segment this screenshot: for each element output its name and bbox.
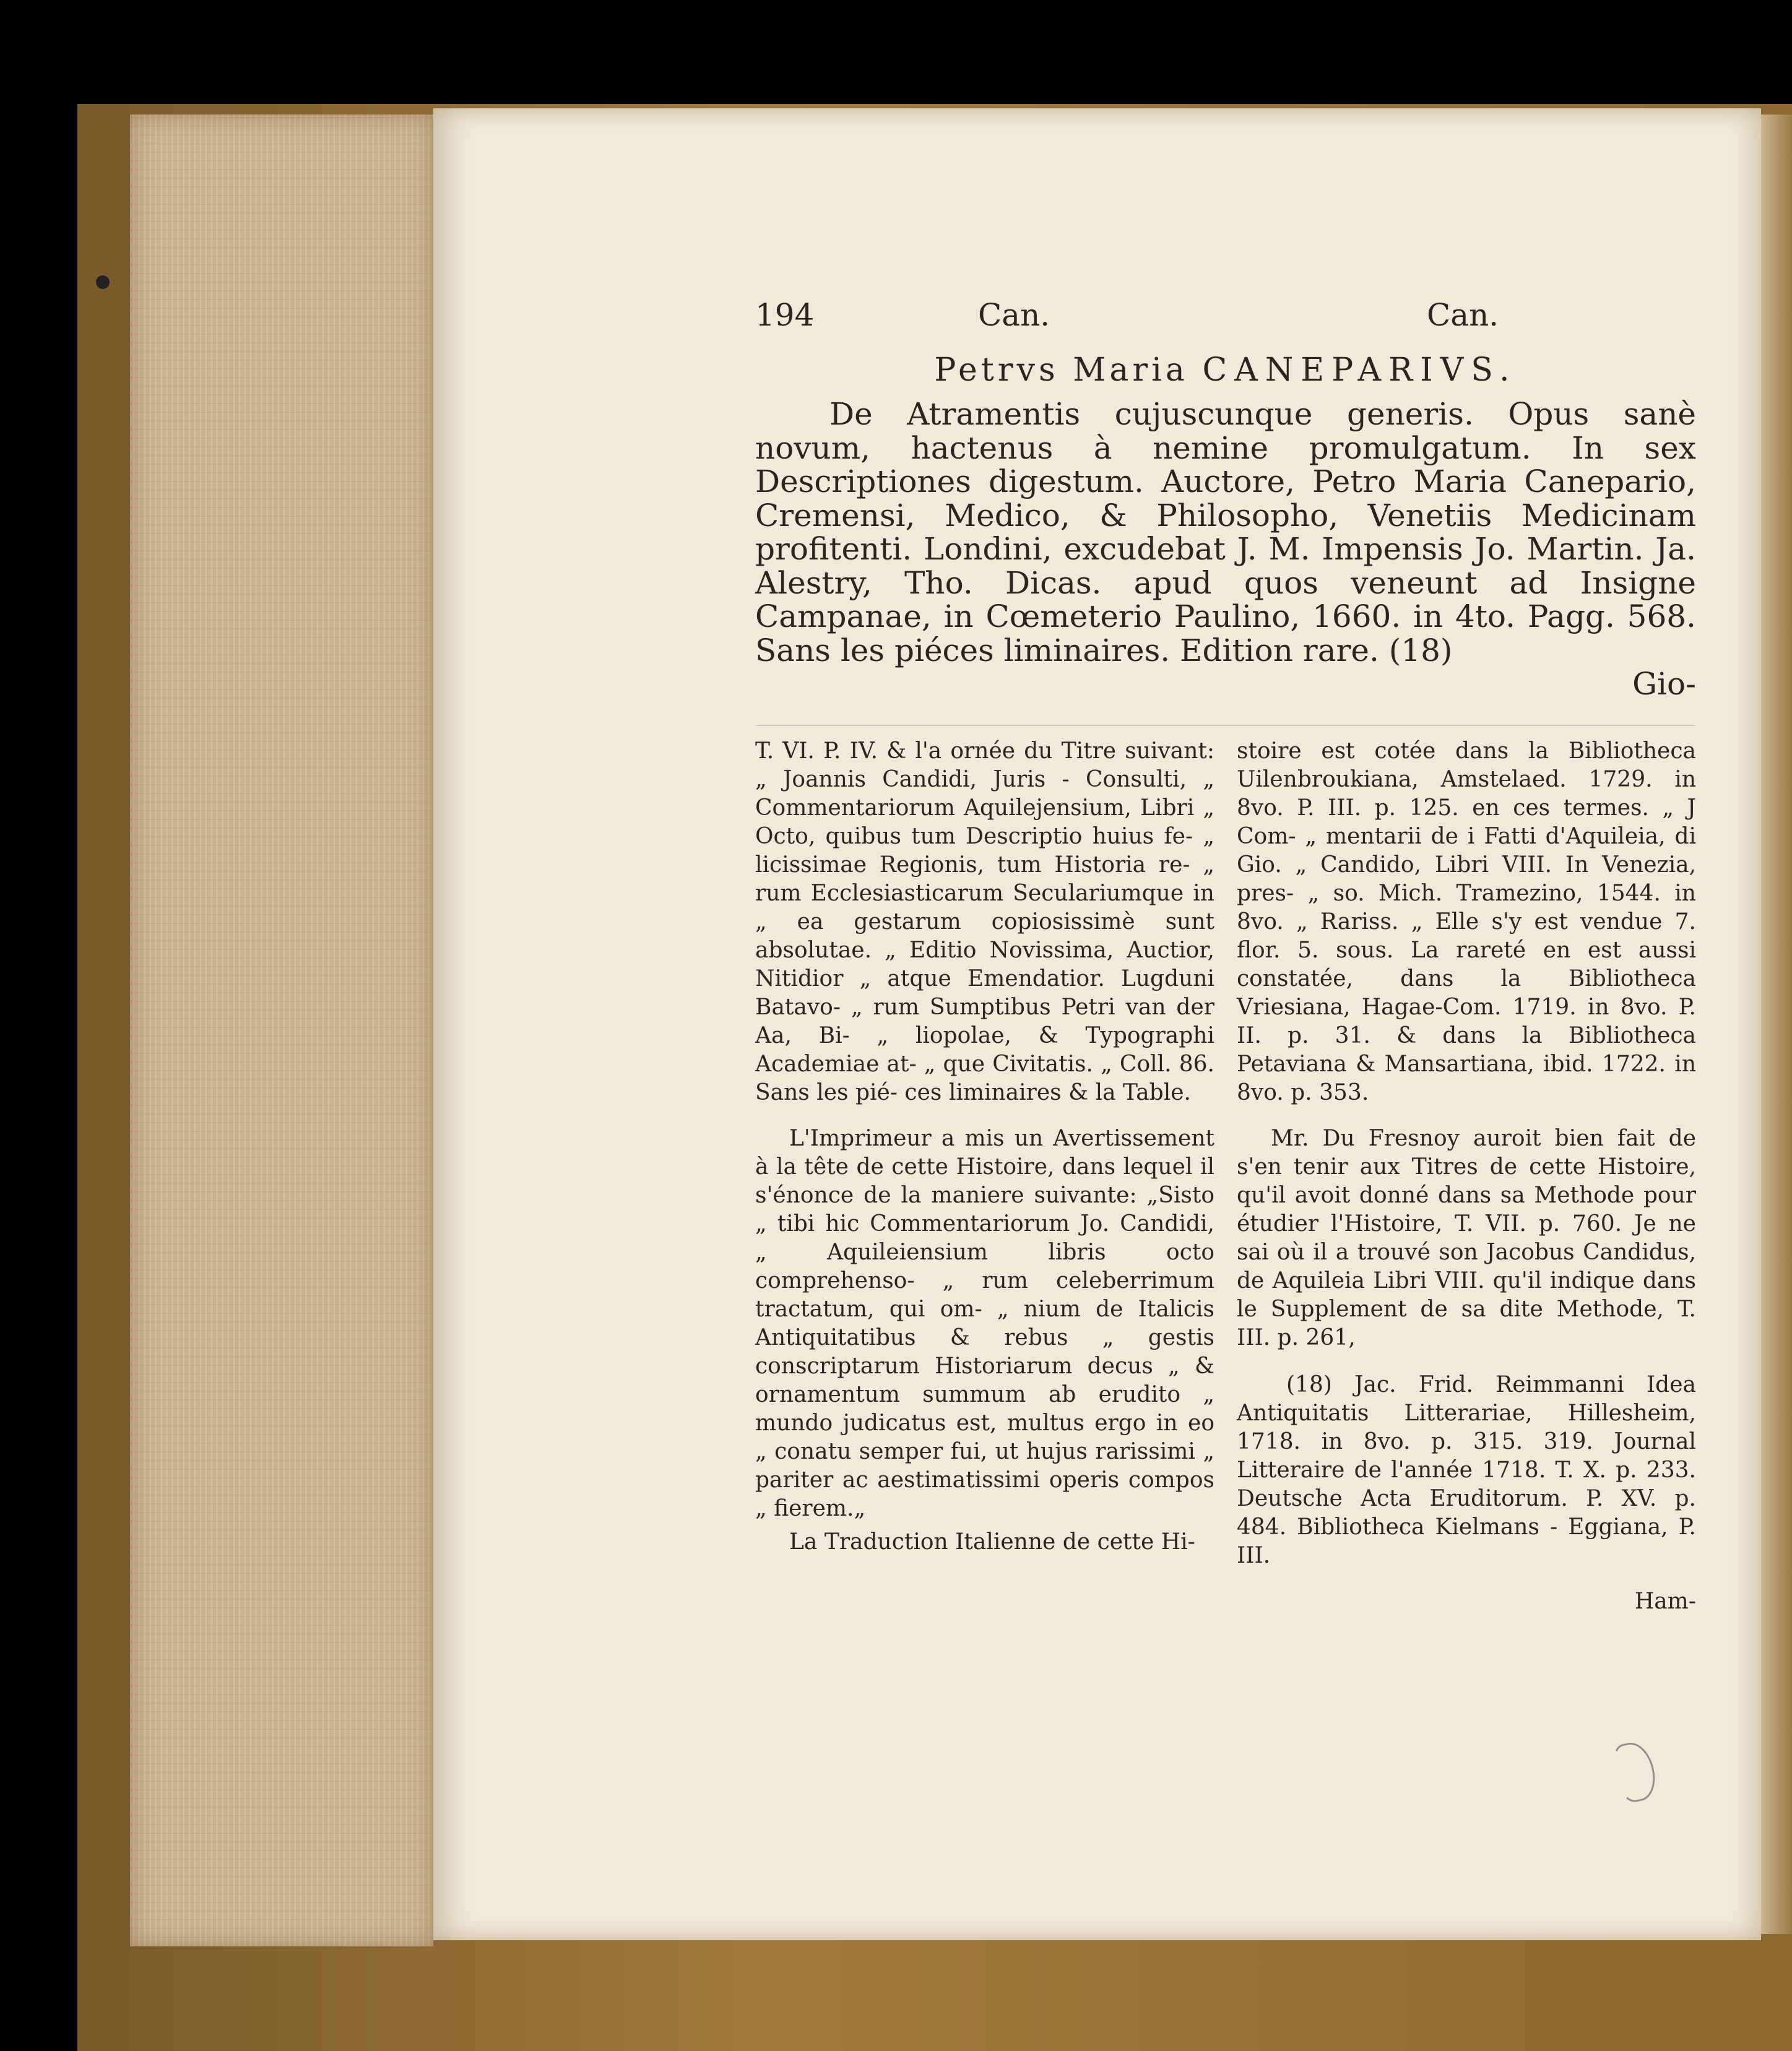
left-paragraph-1: T. VI. P. IV. & l'a ornée du Titre suivant: „ Joannis Candidi, Juris - Consulti, „ Commentariorum Aquilejensium, Libri „ Octo, quibus tum Descriptio huius fe- „ licissimae Regionis, tum Historia re- „ rum Ecclesiasticarum Seculariumque in „ ea gestarum copiosissimè sunt absolutae. „ Editio Novissima, Auctior, Nitidior „ atque Emendatior. Lugduni Batavo- „ rum Sumptibus Petri van der Aa, Bi- „ liopolae, & Typographi Academiae at- „ que Civitatis. „ Coll. 86. Sans les pié- ces liminaires & la Table.	[755, 738, 1214, 1105]
page-text	[755, 297, 1696, 1616]
page-number: 194	[755, 297, 815, 333]
entry-title-name: CANEPARIVS.	[1202, 352, 1517, 389]
facing-page-edge	[1761, 114, 1792, 1934]
running-head-right: Can.	[1427, 297, 1499, 333]
right-paragraph-1: stoire est cotée dans la Bibliotheca Uilenbroukiana, Amstelaed. 1729. in 8vo. P. III. p. 125. en ces termes. „ J Com- „ mentarii de i Fatti d'Aquileia, di Gio. „ Candido, Libri VIII. In Venezia, pres- „ so. Mich. Tramezino, 1544. in 8vo. „ Rariss. „ Elle s'y est vendue 7. flor. 5. sous. La rareté en est aussi constatée, dans la Bibliotheca Vriesiana, Hagae-Com. 1719. in 8vo. P. II. p. 31. & dans la Bibliotheca Petaviana & Mansartiana, ibid. 1722. in 8vo. p. 353.	[1237, 738, 1696, 1105]
left-column	[755, 737, 1214, 1616]
page-edges	[130, 114, 433, 1946]
right-catchword: Ham-	[1634, 1589, 1696, 1614]
binding-hole	[96, 275, 110, 289]
right-column	[1237, 737, 1696, 1616]
two-columns	[755, 737, 1696, 1616]
running-head	[755, 297, 1696, 347]
entry-catchword: Gio-	[1632, 666, 1696, 702]
left-paragraph-3: La Traduction Italienne de cette Hi-	[789, 1529, 1195, 1555]
divider	[755, 725, 1696, 726]
running-head-left: Can.	[978, 297, 1050, 333]
entry-title-prefix: Petrvs Maria	[934, 352, 1188, 389]
entry-text: De Atramentis cujuscunque generis. Opus sanè novum, hactenus à nemine promulgatum. In sex Descriptiones digestum. Auctore, Petro Maria Canepario, Cremensi, Medico, & Philosopho, Venetiis Medicinam profitenti. Londini, excudebat J. M. Impensis Jo. Martin. Ja. Alestry, Tho. Dicas. apud quos veneunt ad Insigne Campanae, in Cœmeterio Paulino, 1660. in 4to. Pagg. 568. Sans les piéces liminaires. Edition rare. (18)	[755, 396, 1696, 668]
left-paragraph-2: L'Imprimeur a mis un Avertissement à la tête de cette Histoire, dans lequel il s'énonce de la maniere suivante: „Sisto „ tibi hic Commentariorum Jo. Candidi, „ Aquileiensium libris octo comprehenso- „ rum celeberrimum tractatum, qui om- „ nium de Italicis Antiquitatibus & rebus „ gestis conscriptarum Historiarum decus „ & ornamentum summum ab erudito „ mundo judicatus est, multus ergo in eo „ conatu semper fui, ut hujus rarissimi „ pariter ac aestimatissimi operis compos „ fierem.„	[755, 1126, 1214, 1521]
entry-title	[755, 352, 1696, 389]
right-paragraph-2: Mr. Du Fresnoy auroit bien fait de s'en tenir aux Titres de cette Histoire, qu'il avoit donné dans sa Methode pour étudier l'Histoire, T. VII. p. 760. Je ne sai où il a trouvé son Jacobus Candidus, de Aquileia Libri VIII. qu'il indique dans le Supplement de sa dite Methode, T. III. p. 261,	[1237, 1126, 1696, 1350]
footnote: (18) Jac. Frid. Reimmanni Idea Antiquitatis Litterariae, Hillesheim, 1718. in 8vo. p. 315. 319. Journal Litteraire de l'année 1718. T. X. p. 233. Deutsche Acta Eruditorum. P. XV. p. 484. Bibliotheca Kielmans - Eggiana, P. III.	[1237, 1372, 1696, 1568]
